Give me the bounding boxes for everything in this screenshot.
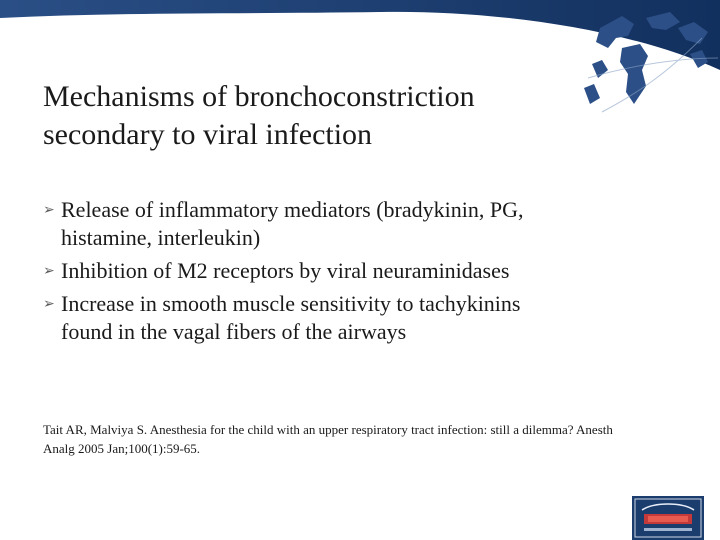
bullet-item: [43, 257, 703, 285]
bullet-text: Release of inflammatory mediators (bradykinin, PG,: [61, 197, 524, 222]
bullet-text: Inhibition of M2 receptors by viral neuraminidases: [61, 258, 510, 283]
bullet-icon: ➢: [43, 202, 55, 218]
bullet-icon: ➢: [43, 263, 55, 279]
bullet-list: [43, 196, 703, 351]
citation-line: Tait AR, Malviya S. Anesthesia for the child with an upper respiratory tract infection: still a dilemma? Anesth: [43, 422, 613, 437]
society-logo-icon: [632, 496, 704, 540]
bullet-text: histamine, interleukin): [61, 225, 261, 250]
slide-title: [43, 78, 603, 154]
citation: [43, 420, 693, 458]
title-line: secondary to viral infection: [43, 118, 373, 151]
title-line: Mechanisms of bronchoconstriction: [43, 80, 475, 113]
bullet-icon: ➢: [43, 296, 55, 312]
bullet-text: found in the vagal fibers of the airways: [61, 319, 407, 344]
bullet-text: Increase in smooth muscle sensitivity to tachykinins: [61, 291, 521, 316]
citation-line: Analg 2005 Jan;100(1):59-65.: [43, 441, 201, 456]
bullet-item: [43, 290, 703, 346]
bullet-item: [43, 196, 703, 252]
